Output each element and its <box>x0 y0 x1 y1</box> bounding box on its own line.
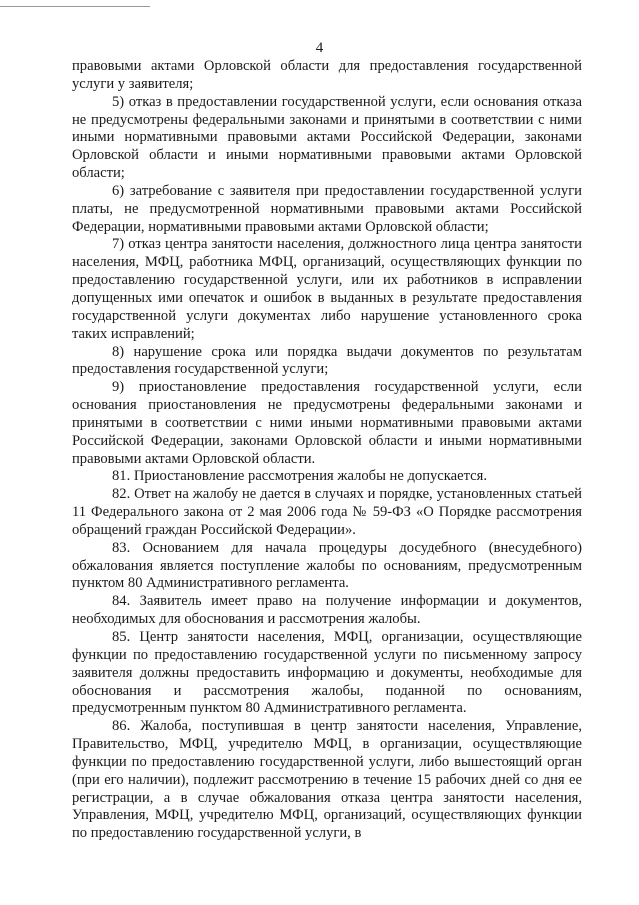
paragraph-continuation: правовыми актами Орловской области для предоставления государственной услуги у заявителя; <box>72 58 582 92</box>
paragraph-83: 83. Основанием для начала процедуры досудебного (внесудебного) обжалования является поступление жалобы по основаниям, предусмотренным пунктом 80 Административного регламента. <box>72 539 582 592</box>
paragraph-82: 82. Ответ на жалобу не дается в случаях и порядке, установленных статьей 11 Федерального закона от 2 мая 2006 года № 59-ФЗ «О Порядке рассмотрения обращений граждан Российской Федерации». <box>72 486 582 538</box>
scan-edge-line <box>0 6 150 7</box>
document-body <box>72 58 582 843</box>
paragraph-item-9: 9) приостановление предоставления государственной услуги, если основания приостановления не предусмотрены федеральными законами и принятыми в соответствии с ними иными нормативными правовыми актами Российской Федерации, законами Орловской области и иными нормативными правовыми актами Орловской области. <box>72 379 582 467</box>
paragraph-item-6: 6) затребование с заявителя при предоставлении государственной услуги платы, не предусмотренной нормативными правовыми актами Российской Федерации, нормативными правовыми актами Орловской области; <box>72 182 582 235</box>
paragraph-item-8: 8) нарушение срока или порядка выдачи документов по результатам предоставления государственной услуги; <box>72 343 582 378</box>
paragraph-item-5: 5) отказ в предоставлении государственной услуги, если основания отказа не предусмотрены федеральными законами и принятыми в соответствии с ними иными нормативными правовыми актами Российской Федерации, законами Орловской области и иными нормативными правовыми актами Орловской области; <box>72 93 582 182</box>
paragraph-81: 81. Приостановление рассмотрения жалобы не допускается. <box>112 468 488 485</box>
paragraph-85: 85. Центр занятости населения, МФЦ, организации, осуществляющие функции по предоставлению государственной услуги по письменному запросу заявителя должны предоставить информацию и документы, необходимые для обоснования и рассмотрения жалобы, поданной по основаниям, предусмотренным пунктом 80 Административного регламента. <box>72 629 582 717</box>
paragraph-86: 86. Жалоба, поступившая в центр занятости населения, Управление, Правительство, МФЦ, учредителю МФЦ, в организации, осуществляющие функции по предоставлению государственной услуги, либо вышестоящий орган (при его наличии), подлежит рассмотрению в течение 15 рабочих дней со дня ее регистрации, а в случае обжалования отказа центра занятости населения, Управления, МФЦ, учредителю МФЦ, организаций, осуществляющих функции по предоставлению государственной услуги, в <box>72 718 582 842</box>
paragraph-item-7: 7) отказ центра занятости населения, должностного лица центра занятости населения, МФЦ, работника МФЦ, организаций, осуществляющих функции по предоставлению государственной услуги, или их работников в исправлении допущенных ими опечаток и ошибок в выданных в результате предоставления государственной услуги документах либо нарушение установленного срока таких исправлений; <box>72 236 582 342</box>
paragraph-84: 84. Заявитель имеет право на получение информации и документов, необходимых для обоснования и рассмотрения жалобы. <box>72 593 582 628</box>
page-number: 4 <box>315 40 324 56</box>
